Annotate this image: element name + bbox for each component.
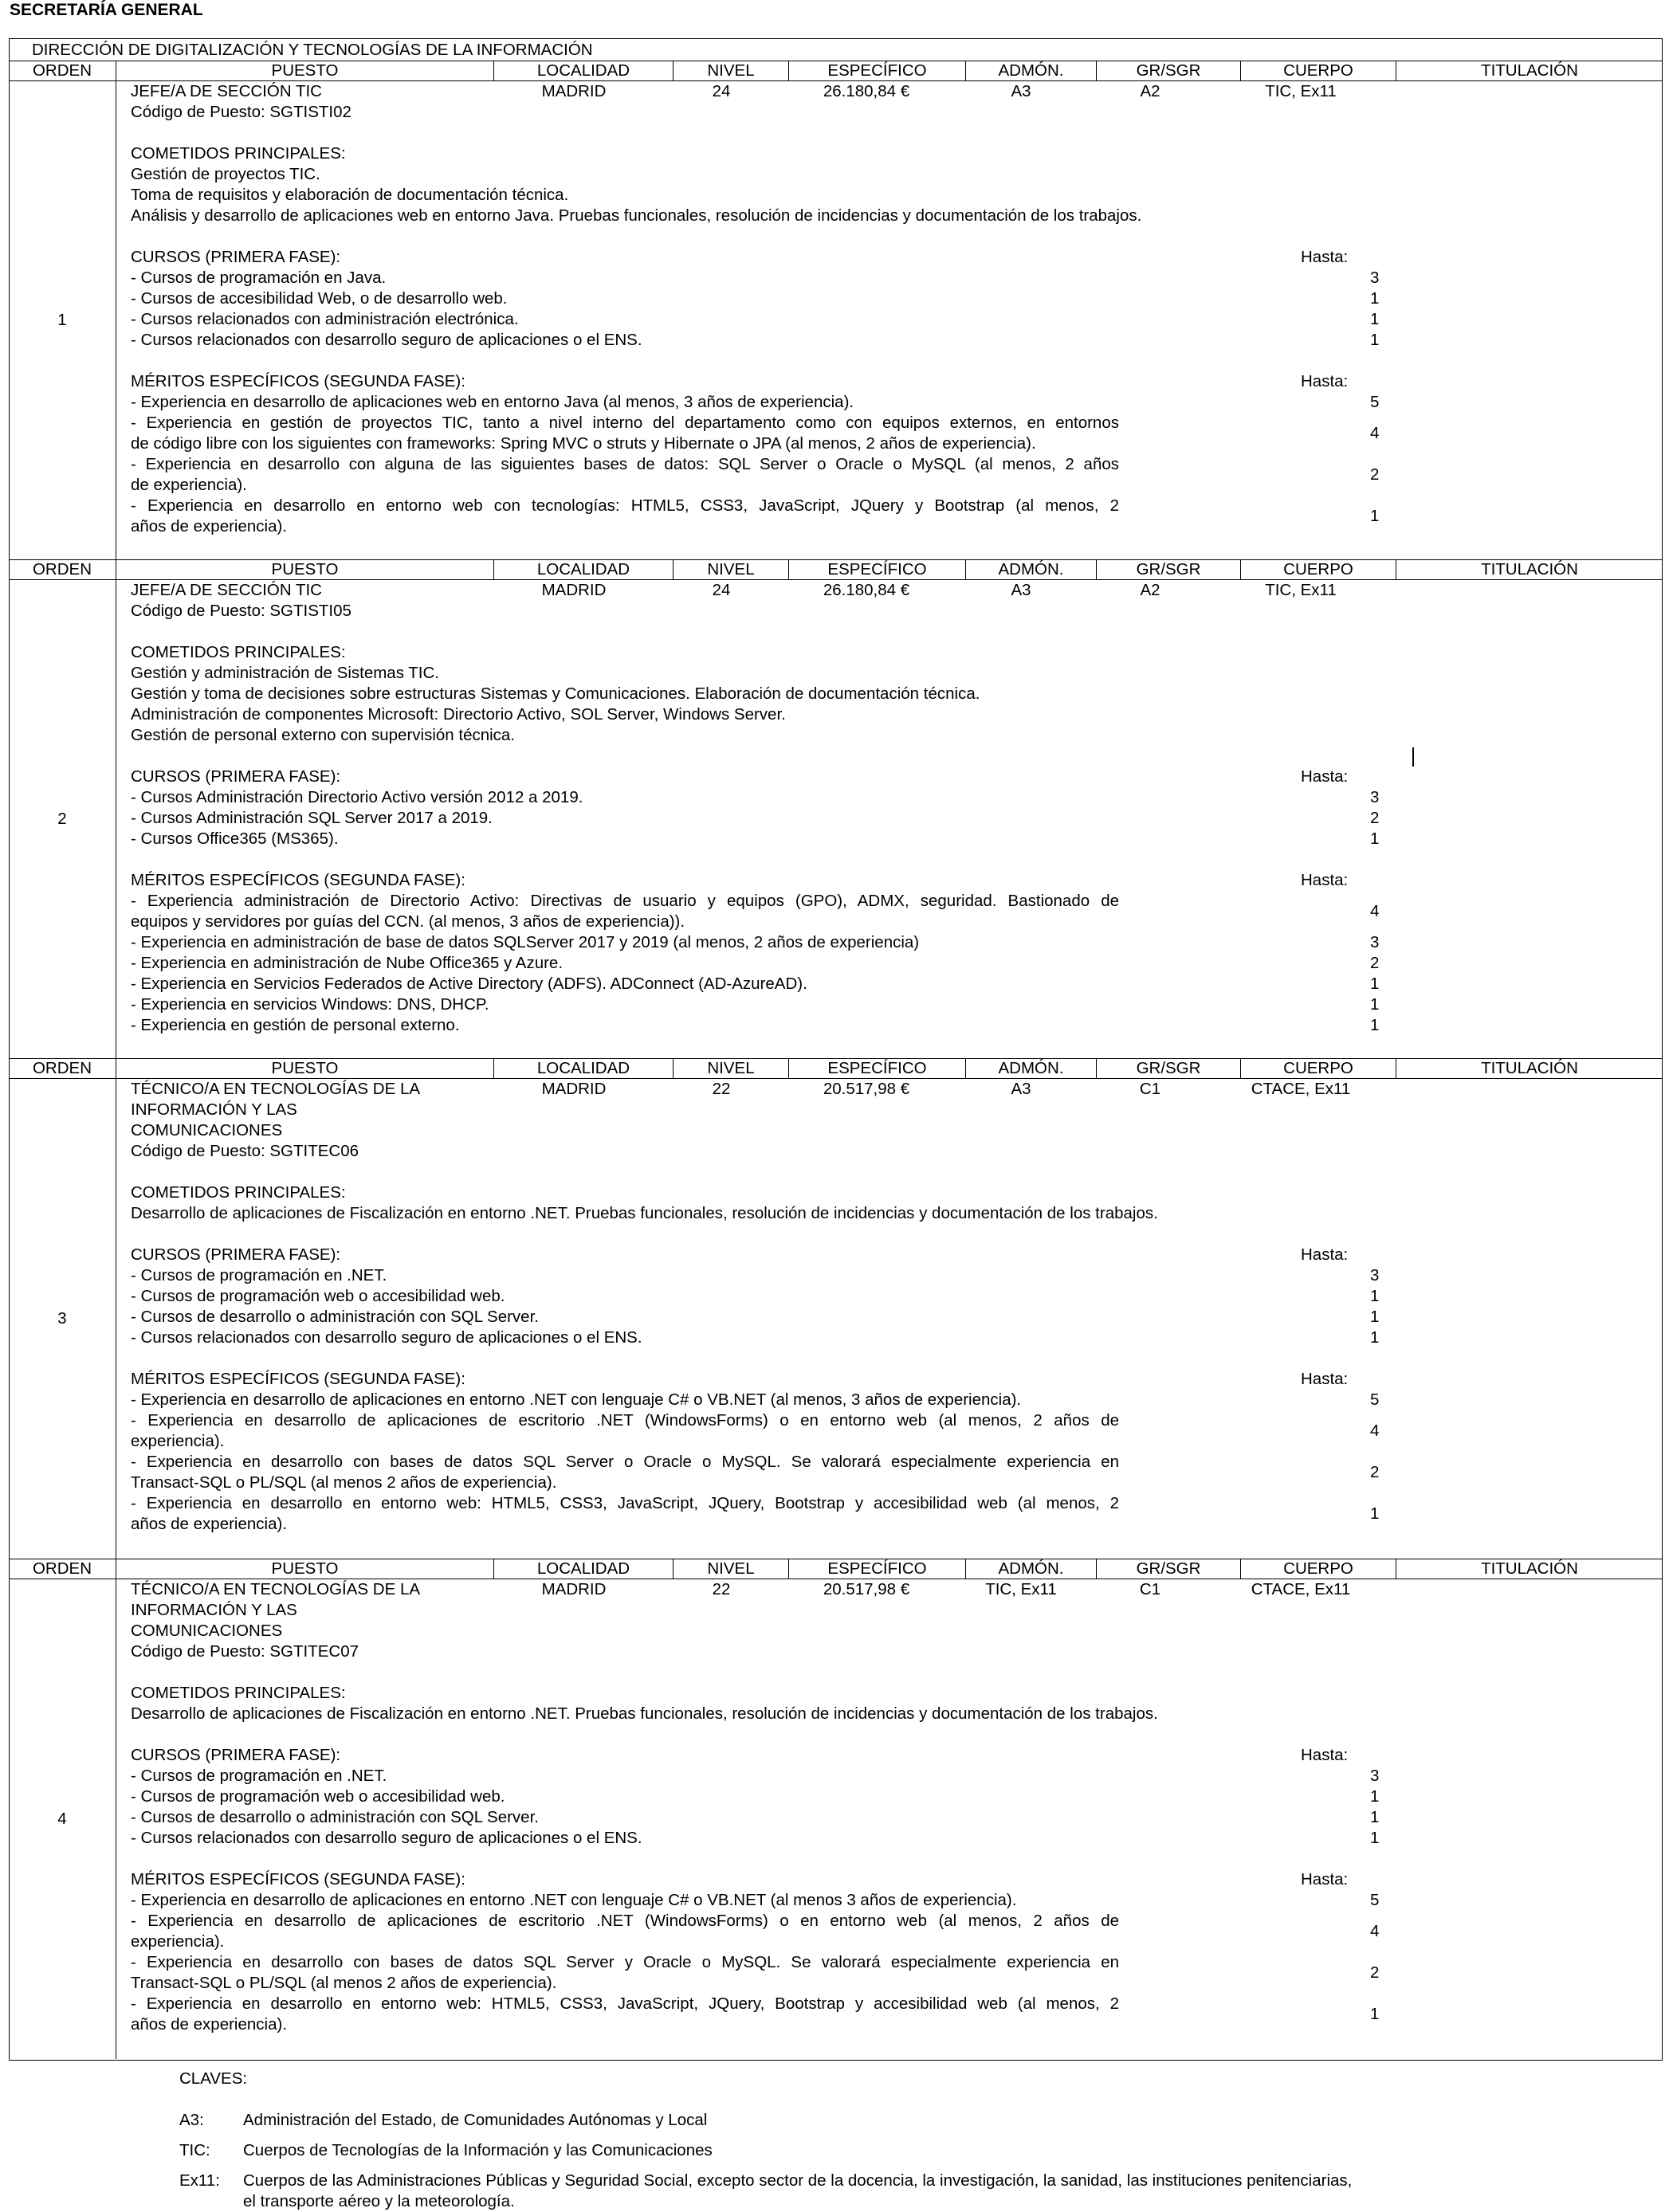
- grupo-value: A2: [1140, 581, 1160, 599]
- curso-item: - Cursos relacionados con administración electrónica.: [131, 310, 519, 328]
- column-header-7: CUERPO: [1240, 560, 1396, 579]
- localidad-value: MADRID: [541, 82, 607, 100]
- column-header-1: PUESTO: [116, 61, 493, 80]
- order-number: 3: [57, 1309, 67, 1328]
- column-header-2: LOCALIDAD: [493, 560, 673, 579]
- curso-item: - Cursos de programación en .NET.: [131, 1266, 387, 1284]
- puesto-title-line: INFORMACIÓN Y LAS: [131, 1601, 297, 1619]
- especifico-value: 20.517,98 €: [823, 1580, 910, 1598]
- especifico-value: 26.180,84 €: [823, 82, 910, 100]
- merito-line: - Experiencia en desarrollo con alguna de las siguientes bases de datos: SQL Server o Oracle o MySQL (al menos, 2 años: [131, 455, 1119, 473]
- curso-item: - Cursos relacionados con desarrollo seguro de aplicaciones o el ENS.: [131, 1328, 642, 1347]
- merito-line: - Experiencia en desarrollo en entorno web con tecnologías: HTML5, CSS3, JavaScript, JQuery y Bootstrap (al menos, 2: [131, 496, 1119, 515]
- column-header-5: ADMÓN.: [965, 1559, 1096, 1579]
- admon-value: A3: [1011, 581, 1031, 599]
- puesto-title-line: TÉCNICO/A EN TECNOLOGÍAS DE LA: [131, 1580, 421, 1598]
- merito-points: 4: [1370, 424, 1380, 442]
- curso-item: - Cursos de programación en .NET.: [131, 1767, 387, 1785]
- column-header-3: NIVEL: [673, 560, 788, 579]
- curso-points: 1: [1370, 310, 1380, 328]
- hasta-label: Hasta:: [1301, 372, 1349, 390]
- column-header-8: TITULACIÓN: [1396, 560, 1663, 579]
- curso-item: - Cursos de programación en Java.: [131, 269, 387, 287]
- column-header-row: [9, 559, 1663, 580]
- column-header-5: ADMÓN.: [965, 1059, 1096, 1078]
- curso-item: - Cursos de programación web o accesibilidad web.: [131, 1287, 505, 1305]
- hasta-label: Hasta:: [1301, 248, 1349, 266]
- column-header-8: TITULACIÓN: [1396, 1059, 1663, 1078]
- curso-item: - Cursos de accesibilidad Web, o de desarrollo web.: [131, 289, 508, 308]
- column-header-3: NIVEL: [673, 1059, 788, 1078]
- column-header-6: GR/SGR: [1096, 1059, 1240, 1078]
- meritos-title: MÉRITOS ESPECÍFICOS (SEGUNDA FASE):: [131, 372, 465, 390]
- curso-item: - Cursos Office365 (MS365).: [131, 830, 339, 848]
- cometido-item: Desarrollo de aplicaciones de Fiscalización en entorno .NET. Pruebas funcionales, resolución de incidencias y documentación de los trabajos.: [131, 1704, 1158, 1723]
- column-header-2: LOCALIDAD: [493, 61, 673, 80]
- curso-item: - Cursos Administración SQL Server 2017 a 2019.: [131, 809, 493, 827]
- merito-line: experiencia).: [131, 1932, 225, 1951]
- hasta-label: Hasta:: [1301, 1245, 1349, 1264]
- page-title: SECRETARÍA GENERAL: [10, 1, 203, 19]
- cometido-item: Gestión de proyectos TIC.: [131, 165, 320, 183]
- column-header-0: ORDEN: [32, 1559, 92, 1578]
- claves-title: CLAVES:: [179, 2069, 248, 2088]
- merito-points: 4: [1370, 902, 1380, 920]
- curso-points: 3: [1370, 1266, 1380, 1284]
- column-header-7: CUERPO: [1240, 61, 1396, 80]
- merito-points: 1: [1370, 995, 1380, 1014]
- cometidos-title: COMETIDOS PRINCIPALES:: [131, 643, 346, 661]
- cometido-item: Gestión y toma de decisiones sobre estructuras Sistemas y Comunicaciones. Elaboración de documentación técnica.: [131, 684, 980, 703]
- text-cursor-mark: [1412, 747, 1414, 767]
- cometido-item: Administración de componentes Microsoft: Directorio Activo, SOL Server, Windows Server.: [131, 705, 786, 724]
- nivel-value: 24: [712, 82, 731, 100]
- merito-line: - Experiencia en servicios Windows: DNS, DHCP.: [131, 995, 489, 1014]
- column-header-7: CUERPO: [1240, 1559, 1396, 1579]
- merito-line: de código libre con los siguientes con frameworks: Spring MVC o struts y Hibernate o JPA (al menos, 2 años de experiencia).: [131, 434, 1036, 453]
- merito-line: - Experiencia en Servicios Federados de Active Directory (ADFS). ADConnect (AD-AzureAD).: [131, 975, 807, 993]
- curso-points: 1: [1370, 331, 1380, 349]
- nivel-value: 22: [712, 1580, 731, 1598]
- merito-points: 2: [1370, 954, 1380, 972]
- merito-line: - Experiencia en desarrollo en entorno web: HTML5, CSS3, JavaScript, JQuery, Bootstrap y accesibilidad web (al menos, 2: [131, 1994, 1119, 2013]
- merito-line: - Experiencia en desarrollo de aplicaciones de escritorio .NET (WindowsForms) o en entorno web (al menos, 2 años de: [131, 1411, 1119, 1430]
- curso-item: - Cursos de programación web o accesibilidad web.: [131, 1787, 505, 1806]
- cursos-title: CURSOS (PRIMERA FASE):: [131, 1746, 341, 1764]
- curso-points: 1: [1370, 1308, 1380, 1326]
- column-header-0: ORDEN: [32, 1059, 92, 1077]
- codigo-puesto: Código de Puesto: SGTITEC07: [131, 1642, 359, 1661]
- column-header-4: ESPECÍFICO: [788, 61, 965, 80]
- codigo-puesto: Código de Puesto: SGTITEC06: [131, 1142, 359, 1160]
- column-header-8: TITULACIÓN: [1396, 1559, 1663, 1579]
- merito-points: 4: [1370, 1422, 1380, 1440]
- column-header-6: GR/SGR: [1096, 560, 1240, 579]
- merito-points: 5: [1370, 1891, 1380, 1909]
- cursos-title: CURSOS (PRIMERA FASE):: [131, 1245, 341, 1264]
- localidad-value: MADRID: [541, 1580, 607, 1598]
- direction-title: DIRECCIÓN DE DIGITALIZACIÓN Y TECNOLOGÍAS DE LA INFORMACIÓN: [32, 41, 593, 59]
- grupo-value: C1: [1139, 1080, 1161, 1098]
- cuerpo-value: TIC, Ex11: [1265, 82, 1337, 100]
- merito-line: - Experiencia administración de Directorio Activo: Directivas de usuario y equipos (GPO), ADMX, seguridad. Bastionado de: [131, 892, 1119, 910]
- merito-line: - Experiencia en desarrollo con bases de datos SQL Server y Oracle o MySQL. Se valorará especialmente experiencia en: [131, 1953, 1119, 1971]
- order-number: 4: [57, 1810, 67, 1828]
- curso-points: 3: [1370, 269, 1380, 287]
- curso-points: 3: [1370, 1767, 1380, 1785]
- puesto-title-line: TÉCNICO/A EN TECNOLOGÍAS DE LA: [131, 1080, 421, 1098]
- curso-points: 2: [1370, 809, 1380, 827]
- puesto-title-line: JEFE/A DE SECCIÓN TIC: [131, 581, 322, 599]
- curso-item: - Cursos relacionados con desarrollo seguro de aplicaciones o el ENS.: [131, 331, 642, 349]
- puesto-title-line: COMUNICACIONES: [131, 1121, 283, 1139]
- curso-points: 1: [1370, 830, 1380, 848]
- nivel-value: 22: [712, 1080, 731, 1098]
- merito-line: - Experiencia en administración de base de datos SQLServer 2017 y 2019 (al menos, 2 años de experiencia): [131, 933, 920, 951]
- merito-points: 5: [1370, 1390, 1380, 1409]
- hasta-label: Hasta:: [1301, 1870, 1349, 1888]
- merito-line: - Experiencia en desarrollo de aplicaciones en entorno .NET con lenguaje C# o VB.NET (al menos, 3 años de experiencia).: [131, 1390, 1022, 1409]
- cometido-item: Gestión y administración de Sistemas TIC.: [131, 664, 439, 682]
- merito-line: años de experiencia).: [131, 2015, 288, 2034]
- clave-code: A3:: [179, 2111, 204, 2129]
- curso-points: 1: [1370, 1287, 1380, 1305]
- merito-line: equipos y servidores por guías del CCN. (al menos, 3 años de experiencia)).: [131, 912, 685, 931]
- admon-value: TIC, Ex11: [985, 1580, 1057, 1598]
- curso-item: - Cursos de desarrollo o administración con SQL Server.: [131, 1808, 539, 1826]
- merito-points: 4: [1370, 1922, 1380, 1940]
- cometidos-title: COMETIDOS PRINCIPALES:: [131, 144, 346, 163]
- column-header-1: PUESTO: [116, 1059, 493, 1078]
- merito-points: 2: [1370, 465, 1380, 484]
- column-header-3: NIVEL: [673, 61, 788, 80]
- column-header-4: ESPECÍFICO: [788, 1059, 965, 1078]
- curso-points: 1: [1370, 1787, 1380, 1806]
- merito-line: - Experiencia en desarrollo de aplicaciones web en entorno Java (al menos, 3 años de experiencia).: [131, 393, 854, 411]
- nivel-value: 24: [712, 581, 731, 599]
- hasta-label: Hasta:: [1301, 1370, 1349, 1388]
- merito-line: - Experiencia en gestión de personal externo.: [131, 1016, 460, 1034]
- column-header-1: PUESTO: [116, 1559, 493, 1579]
- hasta-label: Hasta:: [1301, 871, 1349, 889]
- merito-points: 2: [1370, 1463, 1380, 1481]
- column-header-5: ADMÓN.: [965, 61, 1096, 80]
- cuerpo-value: CTACE, Ex11: [1251, 1580, 1351, 1598]
- especifico-value: 26.180,84 €: [823, 581, 910, 599]
- merito-line: de experiencia).: [131, 476, 247, 494]
- curso-points: 1: [1370, 1829, 1380, 1847]
- order-number: 2: [57, 810, 67, 828]
- column-header-3: NIVEL: [673, 1559, 788, 1579]
- merito-line: experiencia).: [131, 1432, 225, 1450]
- clave-text: Cuerpos de Tecnologías de la Información y las Comunicaciones: [243, 2141, 713, 2159]
- merito-line: - Experiencia en desarrollo de aplicaciones de escritorio .NET (WindowsForms) o en entorno web (al menos, 2 años de: [131, 1912, 1119, 1930]
- column-header-4: ESPECÍFICO: [788, 1559, 965, 1579]
- column-header-5: ADMÓN.: [965, 560, 1096, 579]
- curso-points: 1: [1370, 1328, 1380, 1347]
- column-header-8: TITULACIÓN: [1396, 61, 1663, 80]
- puesto-title-line: COMUNICACIONES: [131, 1622, 283, 1640]
- column-header-row: [9, 61, 1663, 81]
- especifico-value: 20.517,98 €: [823, 1080, 910, 1098]
- curso-item: - Cursos Administración Directorio Activo versión 2012 a 2019.: [131, 788, 583, 806]
- cuerpo-value: CTACE, Ex11: [1251, 1080, 1351, 1098]
- column-header-6: GR/SGR: [1096, 1559, 1240, 1579]
- clave-code: TIC:: [179, 2141, 210, 2159]
- merito-line: - Experiencia en desarrollo de aplicaciones en entorno .NET con lenguaje C# o VB.NET (al menos 3 años de experiencia).: [131, 1891, 1017, 1909]
- grupo-value: C1: [1139, 1580, 1161, 1598]
- cometidos-title: COMETIDOS PRINCIPALES:: [131, 1684, 346, 1702]
- merito-points: 1: [1370, 507, 1380, 525]
- clave-code: Ex11:: [179, 2171, 220, 2190]
- column-header-7: CUERPO: [1240, 1059, 1396, 1078]
- merito-points: 1: [1370, 1016, 1380, 1034]
- merito-line: - Experiencia en administración de Nube Office365 y Azure.: [131, 954, 564, 972]
- merito-points: 3: [1370, 933, 1380, 951]
- cuerpo-value: TIC, Ex11: [1265, 581, 1337, 599]
- hasta-label: Hasta:: [1301, 1746, 1349, 1764]
- merito-line: años de experiencia).: [131, 1515, 288, 1533]
- curso-points: 1: [1370, 289, 1380, 308]
- cometido-item: Gestión de personal externo con supervisión técnica.: [131, 726, 516, 744]
- merito-points: 1: [1370, 2005, 1380, 2023]
- merito-line: - Experiencia en desarrollo en entorno web: HTML5, CSS3, JavaScript, JQuery, Bootstrap y accesibilidad web (al menos, 2: [131, 1494, 1119, 1512]
- codigo-puesto: Código de Puesto: SGTISTI05: [131, 602, 351, 620]
- cursos-title: CURSOS (PRIMERA FASE):: [131, 767, 341, 786]
- cometido-item: Desarrollo de aplicaciones de Fiscalización en entorno .NET. Pruebas funcionales, resolución de incidencias y documentación de los trabajos.: [131, 1204, 1158, 1222]
- clave-text: Administración del Estado, de Comunidades Autónomas y Local: [243, 2111, 708, 2129]
- merito-points: 2: [1370, 1963, 1380, 1982]
- curso-item: - Cursos relacionados con desarrollo seguro de aplicaciones o el ENS.: [131, 1829, 642, 1847]
- localidad-value: MADRID: [541, 581, 607, 599]
- cursos-title: CURSOS (PRIMERA FASE):: [131, 248, 341, 266]
- column-header-2: LOCALIDAD: [493, 1059, 673, 1078]
- clave-text: el transporte aéreo y la meteorología.: [243, 2192, 515, 2210]
- curso-points: 1: [1370, 1808, 1380, 1826]
- column-header-6: GR/SGR: [1096, 61, 1240, 80]
- merito-line: Transact-SQL o PL/SQL (al menos 2 años de experiencia).: [131, 1974, 557, 1992]
- curso-points: 3: [1370, 788, 1380, 806]
- column-header-0: ORDEN: [32, 61, 92, 80]
- column-header-row: [9, 1559, 1663, 1579]
- column-header-0: ORDEN: [32, 560, 92, 578]
- hasta-label: Hasta:: [1301, 767, 1349, 786]
- curso-item: - Cursos de desarrollo o administración con SQL Server.: [131, 1308, 539, 1326]
- merito-points: 5: [1370, 393, 1380, 411]
- admon-value: A3: [1011, 1080, 1031, 1098]
- merito-line: años de experiencia).: [131, 517, 288, 535]
- cometido-item: Análisis y desarrollo de aplicaciones web en entorno Java. Pruebas funcionales, resolución de incidencias y documentación de los trabajos.: [131, 206, 1142, 225]
- merito-line: - Experiencia en gestión de proyectos TIC, tanto a nivel interno del departamento como con equipos externos, en entornos: [131, 414, 1119, 432]
- column-header-2: LOCALIDAD: [493, 1559, 673, 1579]
- merito-points: 1: [1370, 1504, 1380, 1523]
- meritos-title: MÉRITOS ESPECÍFICOS (SEGUNDA FASE):: [131, 1870, 465, 1888]
- column-header-1: PUESTO: [116, 560, 493, 579]
- localidad-value: MADRID: [541, 1080, 607, 1098]
- column-header-row: [9, 1058, 1663, 1079]
- cometidos-title: COMETIDOS PRINCIPALES:: [131, 1183, 346, 1202]
- codigo-puesto: Código de Puesto: SGTISTI02: [131, 103, 351, 121]
- puesto-title-line: JEFE/A DE SECCIÓN TIC: [131, 82, 322, 100]
- admon-value: A3: [1011, 82, 1031, 100]
- merito-line: Transact-SQL o PL/SQL (al menos 2 años de experiencia).: [131, 1473, 557, 1492]
- merito-line: - Experiencia en desarrollo con bases de datos SQL Server o Oracle o MySQL. Se valorará especialmente experiencia en: [131, 1453, 1119, 1471]
- puesto-title-line: INFORMACIÓN Y LAS: [131, 1100, 297, 1119]
- merito-points: 1: [1370, 975, 1380, 993]
- meritos-title: MÉRITOS ESPECÍFICOS (SEGUNDA FASE):: [131, 871, 465, 889]
- column-header-4: ESPECÍFICO: [788, 560, 965, 579]
- clave-text: Cuerpos de las Administraciones Públicas y Seguridad Social, excepto sector de la docencia, la investigación, la sanidad, las instituciones penitenciarias,: [243, 2171, 1353, 2190]
- meritos-title: MÉRITOS ESPECÍFICOS (SEGUNDA FASE):: [131, 1370, 465, 1388]
- grupo-value: A2: [1140, 82, 1160, 100]
- cometido-item: Toma de requisitos y elaboración de documentación técnica.: [131, 186, 569, 204]
- order-number: 1: [57, 311, 67, 329]
